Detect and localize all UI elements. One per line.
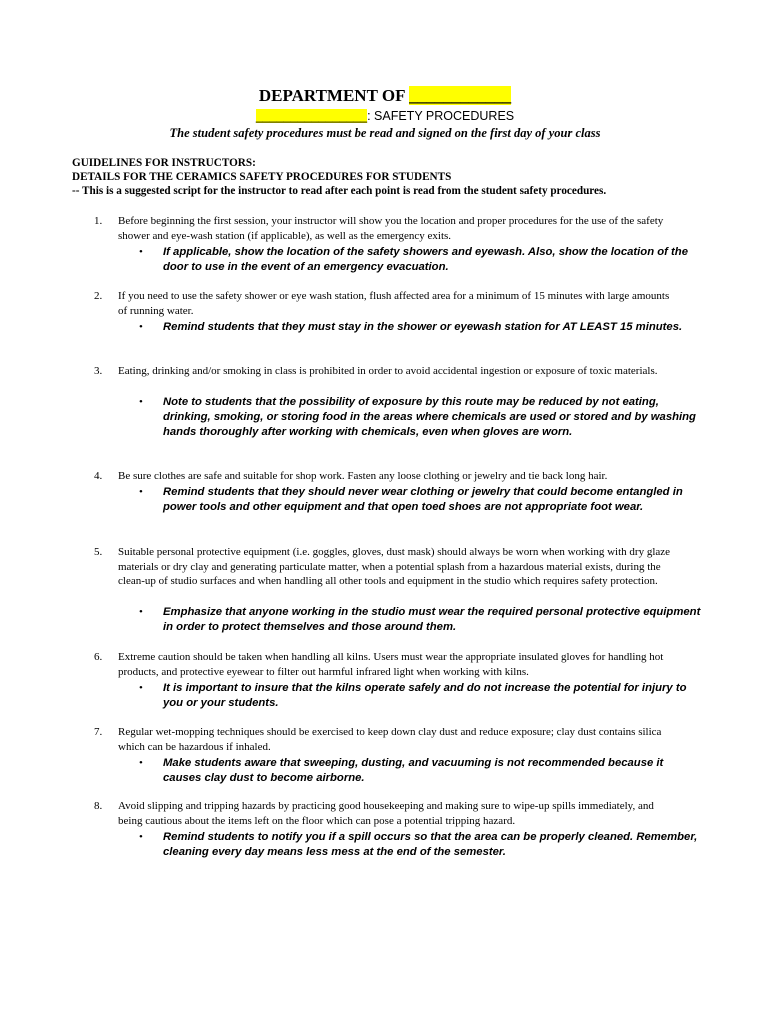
item-text: Avoid slipping and tripping hazards by practicing good housekeeping and making sure to wipe-up spills immediately, and being cautious about the items left on the floor which can pose a potential tripping hazard. — [118, 800, 654, 827]
item-number: 5. — [94, 546, 103, 558]
item-text: Regular wet-mopping techniques should be exercised to keep down clay dust and reduce exposure; clay dust contains silica which can be hazardous if inhaled. — [118, 726, 662, 753]
item-text: Extreme caution should be taken when handling all kilns. Users must wear the appropriate insulated gloves for handling hot products, and protective eyewear to filter out harmful infrared light when working with kilns. — [118, 651, 664, 678]
item-number: 3. — [94, 365, 103, 377]
item-text: If you need to use the safety shower or eye wash station, flush affected area for a minimum of 15 minutes with large amounts of running water. — [118, 290, 670, 317]
signing-notice: The student safety procedures must be read and signed on the first day of your class — [169, 126, 601, 140]
instructor-note: If applicable, show the location of the safety showers and eyewash. Also, show the location of the door to use in the event of an emergency evacuation. — [163, 246, 688, 273]
instructor-note: Remind students that they must stay in the shower or eyewash station for AT LEAST 15 minutes. — [163, 321, 683, 333]
item-text: Before beginning the first session, your instructor will show you the location and proper procedures for the use of the safety shower and eye-wash station (if applicable), as well as the emergency exits. — [118, 215, 664, 242]
item-number: 7. — [94, 726, 103, 738]
page-title — [0, 86, 770, 106]
title-prefix: DEPARTMENT OF — [258, 86, 405, 105]
bullet-icon: • — [139, 757, 143, 769]
item-text: Suitable personal protective equipment (i.e. goggles, gloves, dust mask) should always be worn when working with dry glaze materials or dry clay and generating particulate matter, when a potential splash from a hazardous material exists, during the clean-up of studio surfaces and when handling all other tools and equipment in the studio which requires safety protection. — [118, 546, 671, 588]
item-text: Be sure clothes are safe and suitable for shop work. Fasten any loose clothing or jewelry and tie back long hair. — [118, 470, 608, 482]
item-number: 6. — [94, 651, 103, 663]
item-number: 8. — [94, 800, 103, 812]
bullet-icon: • — [139, 246, 143, 258]
subtitle-blank-field: ________________ — [255, 109, 368, 123]
bullet-icon: • — [139, 831, 143, 843]
item-number: 2. — [94, 290, 103, 302]
instructor-note: Note to students that the possibility of exposure by this route may be reduced by not eating, drinking, smoking, or storing food in the areas where chemicals are used or stored and by washing hands thoroughly after working with chemicals, even when gloves are worn. — [163, 396, 696, 438]
bullet-icon: • — [139, 396, 143, 408]
guidelines-line-2: DETAILS FOR THE CERAMICS SAFETY PROCEDURES FOR STUDENTS — [72, 171, 452, 183]
instructor-note: It is important to insure that the kilns operate safely and do not increase the potential for injury to you or your students. — [163, 682, 687, 709]
guidelines-line-1: GUIDELINES FOR INSTRUCTORS: — [72, 157, 256, 169]
guidelines-header — [72, 156, 712, 198]
instructor-note: Remind students to notify you if a spill occurs so that the area can be properly cleaned. Remember, cleaning every day means less mess at the end of the semester. — [163, 831, 698, 858]
bullet-icon: • — [139, 486, 143, 498]
bullet-icon: • — [139, 321, 143, 333]
title-blank-field: ____________ — [409, 86, 512, 105]
bullet-icon: • — [139, 606, 143, 618]
subtitle-text: : SAFETY PROCEDURES — [367, 109, 515, 123]
instructor-note: Emphasize that anyone working in the studio must wear the required personal protective equipment in order to protect themselves and those around them. — [163, 606, 701, 633]
item-number: 1. — [94, 215, 103, 227]
item-text: Eating, drinking and/or smoking in class is prohibited in order to avoid accidental ingestion or exposure of toxic materials. — [118, 365, 658, 377]
instructor-note: Remind students that they should never wear clothing or jewelry that could become entangled in power tools and other equipment and that open toed shoes are not appropriate foot wear. — [163, 486, 683, 513]
page-subtitle — [0, 108, 770, 124]
instructor-note: Make students aware that sweeping, dusting, and vacuuming is not recommended because it causes clay dust to become airborne. — [163, 757, 664, 784]
guidelines-line-3: -- This is a suggested script for the instructor to read after each point is read from the student safety procedures. — [72, 185, 607, 197]
item-number: 4. — [94, 470, 103, 482]
bullet-icon: • — [139, 682, 143, 694]
